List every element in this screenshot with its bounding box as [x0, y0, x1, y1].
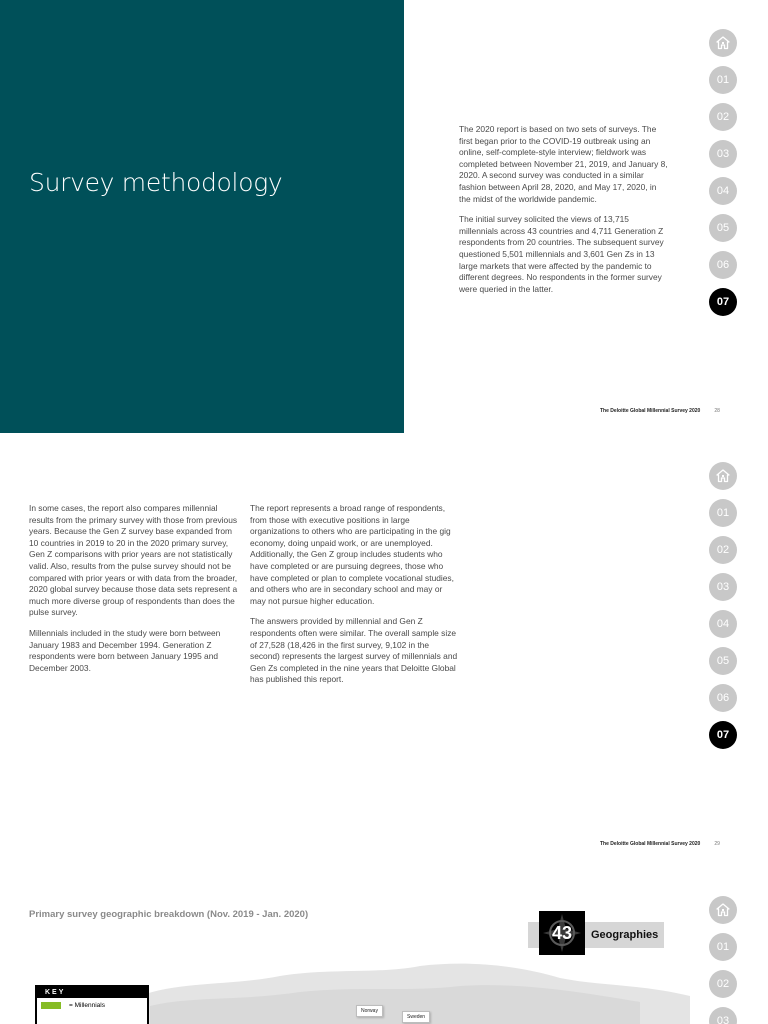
geographies-count: 43: [551, 922, 573, 943]
nav-section-03[interactable]: 03: [709, 1007, 737, 1024]
nav-section-02[interactable]: 02: [709, 970, 737, 998]
paragraph: The answers provided by millennial and Gen Z respondents often were similar. The overall sample size of 27,528 (18,426 in the first survey, 9,102 in the second) represents the largest survey of millennials and Gen Zs completed in the nine years that Deloitte Global has published this report.: [250, 616, 458, 685]
map-title: Primary survey geographic breakdown (Nov. 2019 - Jan. 2020): [29, 909, 309, 920]
nav-home-button[interactable]: [709, 29, 737, 57]
nav-section-06[interactable]: 06: [709, 684, 737, 712]
footer-title: The Deloitte Global Millennial Survey 2020: [600, 841, 701, 847]
nav-section-01[interactable]: 01: [709, 499, 737, 527]
section-nav: [709, 896, 739, 1024]
nav-section-04[interactable]: 04: [709, 177, 737, 205]
left-column-text: [29, 503, 239, 683]
map-key: [35, 985, 149, 1024]
nav-home-button[interactable]: [709, 896, 737, 924]
home-icon: [715, 35, 731, 51]
home-icon: [715, 902, 731, 918]
key-item: [37, 998, 147, 1009]
nav-section-03[interactable]: 03: [709, 140, 737, 168]
page-28: [0, 0, 768, 433]
nav-section-05[interactable]: 05: [709, 214, 737, 242]
country-label-norway: Norway: [356, 1005, 383, 1017]
nav-section-06[interactable]: 06: [709, 251, 737, 279]
geographies-label: Geographies: [591, 929, 659, 941]
teal-cover-panel: [0, 0, 404, 433]
section-nav: [709, 462, 739, 758]
key-item-label: = Millennials: [69, 1002, 105, 1009]
page-footer: [600, 408, 720, 414]
nav-section-07[interactable]: 07: [709, 288, 737, 316]
nav-section-01[interactable]: 01: [709, 66, 737, 94]
millennials-swatch: [41, 1002, 61, 1009]
key-title: KEY: [37, 987, 147, 998]
nav-home-button[interactable]: [709, 462, 737, 490]
page-number: 29: [714, 841, 720, 847]
nav-section-02[interactable]: 02: [709, 536, 737, 564]
page-30: [0, 866, 768, 1024]
country-label-sweden: Sweden: [402, 1011, 430, 1023]
nav-section-05[interactable]: 05: [709, 647, 737, 675]
nav-section-07[interactable]: 07: [709, 721, 737, 749]
home-icon: [715, 468, 731, 484]
intro-text: [459, 124, 669, 304]
page-title: Survey methodology: [29, 168, 283, 197]
nav-section-01[interactable]: 01: [709, 933, 737, 961]
geographies-badge: [539, 911, 585, 955]
page-footer: [600, 841, 720, 847]
right-column-text: [250, 503, 460, 695]
paragraph: The report represents a broad range of respondents, from those with executive positions in large organizations to others who are participating in the gig economy, doing unpaid work, or are unemployed. Additionally, the Gen Z group includes students who have completed or are pursuing degrees, those who have completed or plan to complete vocational studies, and others who are in secondary school and may or may not pursue higher education.: [250, 503, 454, 606]
paragraph: Millennials included in the study were born between January 1983 and December 1994. Generation Z respondents were born between January 1995 and December 2003.: [29, 627, 221, 673]
paragraph: The 2020 report is based on two sets of surveys. The first began prior to the COVID-19 outbreak using an online, self-complete-style interview; fieldwork was completed between November 21, 2019, and January 8, 2020. A second survey was conducted in a similar fashion between April 28, 2020, and May 17, 2020, in the midst of the worldwide pandemic.: [459, 124, 668, 204]
section-nav: [709, 29, 739, 325]
nav-section-02[interactable]: 02: [709, 103, 737, 131]
footer-title: The Deloitte Global Millennial Survey 2020: [600, 408, 701, 414]
nav-section-03[interactable]: 03: [709, 573, 737, 601]
page-29: [0, 433, 768, 866]
page-number: 28: [714, 408, 720, 414]
paragraph: In some cases, the report also compares millennial results from the primary survey with those from previous years. Because the Gen Z survey base expanded from 10 countries in 2019 to 20 in the 2020 primary survey, Gen Z comparisons with prior years are not statistically valid. Also, results from the pulse survey should not be compared with prior years or with data from the broader, 2020 global survey because those data sets represent a much more diverse group of respondents than does the pulse survey.: [29, 503, 238, 618]
nav-section-04[interactable]: 04: [709, 610, 737, 638]
paragraph: The initial survey solicited the views of 13,715 millennials across 43 countries and 4,711 Generation Z respondents from 20 countries. The subsequent survey questioned 5,501 millennials and 3,601 Gen Zs in 13 large markets that were affected by the pandemic to different degrees. No respondents in the former survey were queried in the latter.: [459, 214, 664, 294]
